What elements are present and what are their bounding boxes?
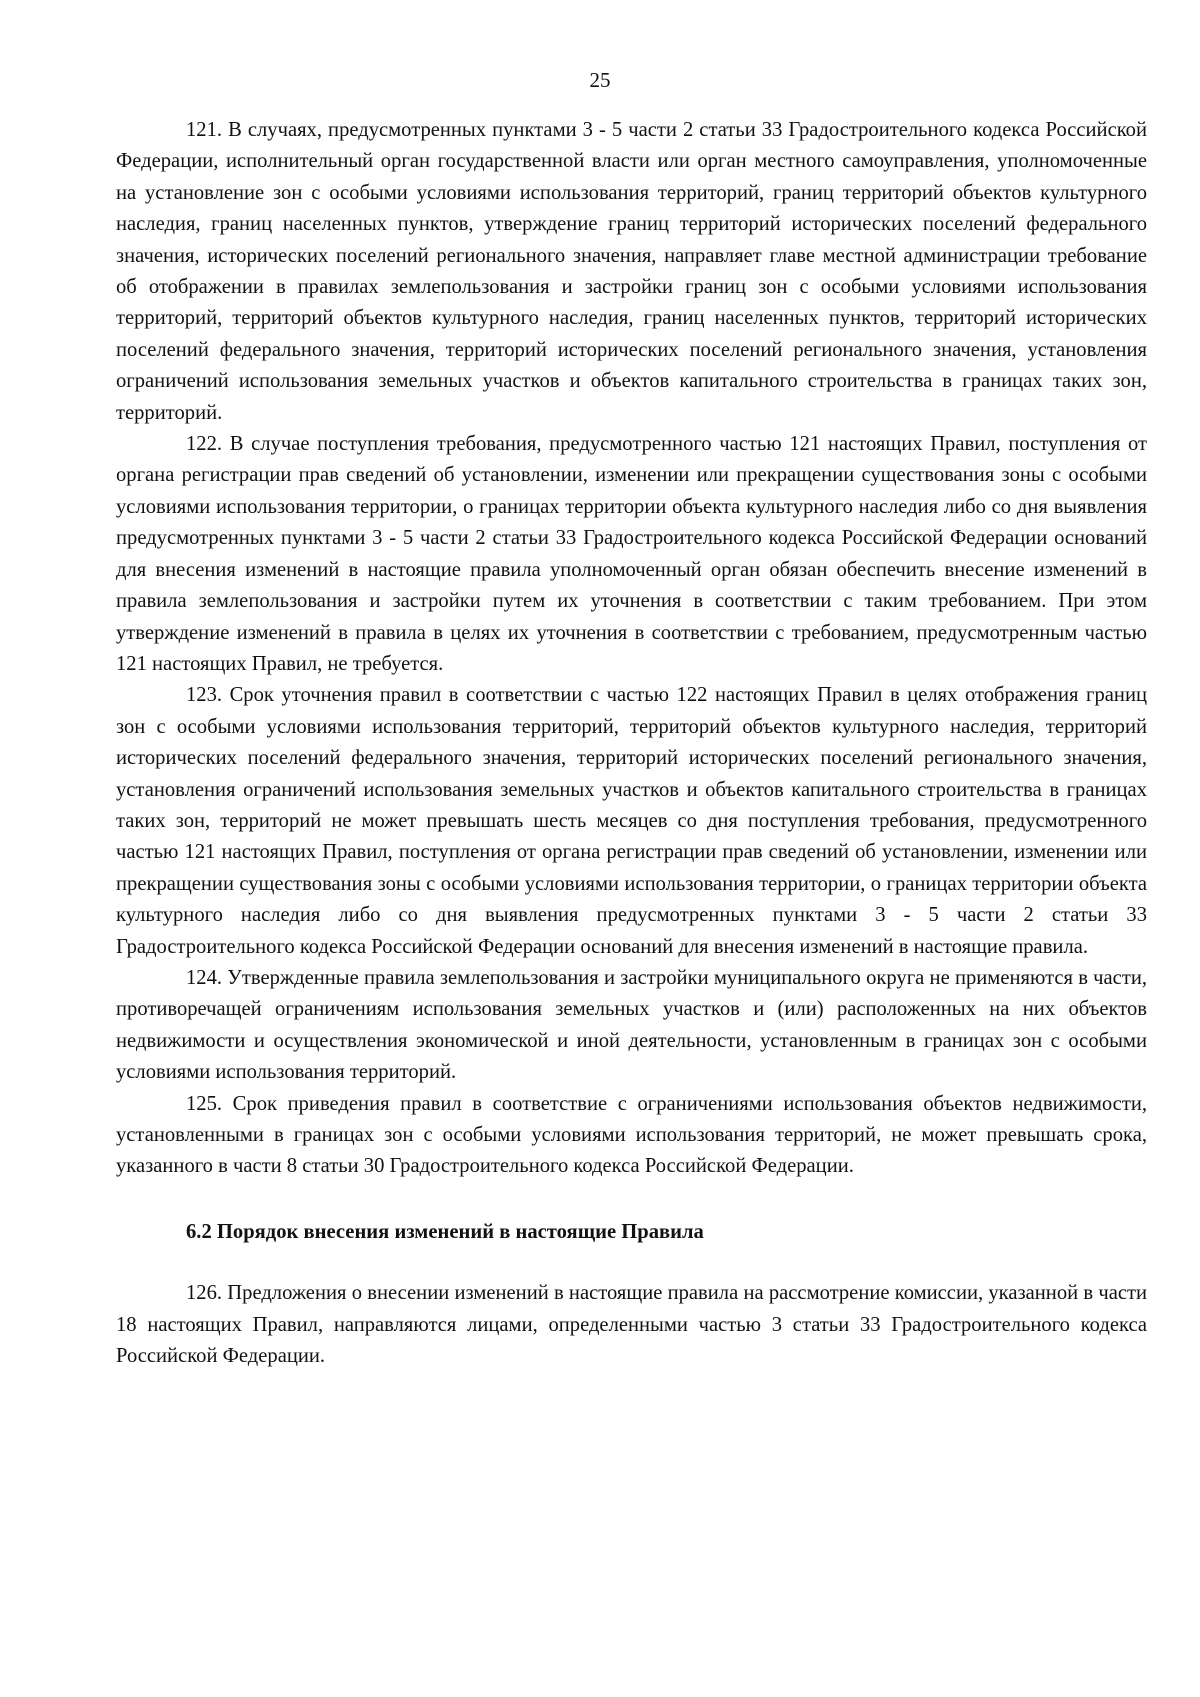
paragraph-121: 121. В случаях, предусмотренных пунктами 3 - 5 части 2 статьи 33 Градостроительного кодекса Российской Федерации, исполнительный орган государственной власти или орган местного самоуправления, уполномоченные на установление зон с особыми условиями использования территорий, границ территорий объектов культурного наследия, границ населенных пунктов, утверждение границ территорий исторических поселений федерального значения, исторических поселений регионального значения, направляет главе местной администрации требование об отображении в правилах землепользования и застройки границ зон с особыми условиями использования территорий, территорий объектов культурного наследия, границ населенных пунктов, территорий исторических поселений федерального значения, территорий исторических поселений регионального значения, установления ограничений использования земельных участков и объектов капитального строительства в границах таких зон, территорий. xyxy=(116,119,1147,424)
document-body xyxy=(116,115,1147,1372)
paragraph-122: 122. В случае поступления требования, предусмотренного частью 121 настоящих Правил, поступления от органа регистрации прав сведений об установлении, изменении или прекращении существования зоны с особыми условиями использования территории, о границах территории объекта культурного наследия либо со дня выявления предусмотренных пунктами 3 - 5 части 2 статьи 33 Градостроительного кодекса Российской Федерации оснований для внесения изменений в настоящие правила уполномоченный орган обязан обеспечить внесение изменений в правила землепользования и застройки путем их уточнения в соответствии с таким требованием. При этом утверждение изменений в правила в целях их уточнения в соответствии с требованием, предусмотренным частью 121 настоящих Правил, не требуется. xyxy=(116,433,1147,675)
paragraph-125: 125. Срок приведения правил в соответствие с ограничениями использования объектов недвижимости, установленными в границах зон с особыми условиями использования территорий, не может превышать срока, указанного в части 8 статьи 30 Градостроительного кодекса Российской Федерации. xyxy=(116,1092,1147,1178)
paragraph-123: 123. Срок уточнения правил в соответствии с частью 122 настоящих Правил в целях отображения границ зон с особыми условиями использования территорий, территорий объектов культурного наследия, территорий исторических поселений федерального значения, территорий исторических поселений регионального значения, установления ограничений использования земельных участков и объектов капитального строительства в границах таких зон, территорий не может превышать шесть месяцев со дня поступления требования, предусмотренного частью 121 настоящих Правил, поступления от органа регистрации прав сведений об установлении, изменении или прекращении существования зоны с особыми условиями использования территории, о границах территории объекта культурного наследия либо со дня выявления предусмотренных пунктами 3 - 5 части 2 статьи 33 Градостроительного кодекса Российской Федерации оснований для внесения изменений в настоящие правила. xyxy=(116,684,1147,958)
page-number: 25 xyxy=(589,68,611,92)
section-heading: 6.2 Порядок внесения изменений в настоящие Правила xyxy=(186,1220,704,1243)
paragraph-124: 124. Утвержденные правила землепользования и застройки муниципального округа не применяются в части, противоречащей ограничениям использования земельных участков и (или) расположенных на них объектов недвижимости и осуществления экономической и иной деятельности, установленным в границах зон с особыми условиями использования территорий. xyxy=(116,966,1147,1084)
paragraph-126: 126. Предложения о внесении изменений в настоящие правила на рассмотрение комиссии, указанной в части 18 настоящих Правил, направляются лицами, определенными частью 3 статьи 33 Градостроительного кодекса Российской Федерации. xyxy=(116,1282,1147,1368)
